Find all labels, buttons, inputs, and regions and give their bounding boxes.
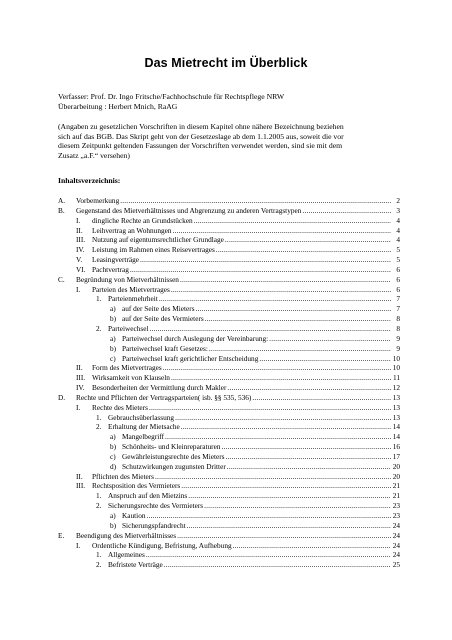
toc-entry[interactable]	[58, 511, 400, 521]
toc-entry[interactable]	[58, 413, 400, 423]
toc-entry[interactable]	[58, 481, 400, 491]
toc-entry[interactable]	[58, 383, 400, 393]
toc-leader-dots	[146, 550, 391, 560]
toc-entry-title: Parteiwechsel kraft gerichtlicher Entscheidung	[122, 353, 259, 363]
revision-line: Überarbeitung : Herbert Mnich, RaAG	[58, 101, 178, 111]
toc-entry-title: Parteiwechsel kraft Gesetzes:	[122, 343, 208, 353]
toc-leader-dots	[227, 462, 391, 472]
toc-entry-page: 13	[392, 402, 400, 412]
toc-entry-page: 12	[392, 383, 400, 393]
toc-entry-page: 10	[392, 353, 400, 363]
toc-entry-number: a)	[110, 304, 116, 314]
toc-entry-title: Gegenstand des Mietverhältnisses und Abgrenzung zu anderen Vertragstypen	[76, 205, 302, 215]
note-line: diesem Zeitpunkt geltenden Fassungen der Vorschriften verwendet werden, sind sie mit dem	[58, 141, 343, 151]
toc-entry-number: II.	[76, 225, 83, 235]
author-line: Verfasser: Prof. Dr. Ingo Fritsche/Fachhochschule für Rechtspflege NRW	[58, 92, 285, 101]
toc-entry-title: auf der Seite des Vermieters	[122, 314, 204, 324]
toc-leader-dots	[159, 294, 391, 304]
toc-entry[interactable]	[58, 265, 400, 275]
toc-entry[interactable]	[58, 334, 400, 344]
toc-leader-dots	[147, 511, 391, 521]
toc-entry-title: Nutzung auf eigentumsrechtlicher Grundlage	[92, 235, 224, 245]
toc-entry-number: a)	[110, 333, 116, 343]
toc-leader-dots	[204, 501, 391, 511]
legal-note	[58, 122, 404, 160]
toc-entry-number: b)	[110, 520, 117, 530]
toc-entry-page: 9	[396, 333, 400, 343]
toc-entry-title: Sicherungsrechte des Vermieters	[108, 501, 204, 511]
toc-entry-number: A.	[58, 196, 66, 205]
toc-entry[interactable]	[58, 226, 400, 236]
toc-entry-title: Pflichten des Mieters	[92, 471, 155, 481]
toc-entry-page: 7	[396, 304, 400, 314]
toc-entry[interactable]	[58, 314, 400, 324]
note-line: Zusatz „a.F.“ versehen)	[58, 150, 130, 160]
toc-entry[interactable]	[58, 560, 400, 570]
toc-entry[interactable]	[58, 354, 400, 364]
toc-entry[interactable]	[58, 235, 400, 245]
toc-entry-title: Allgemeines	[108, 550, 145, 560]
toc-entry-number: c)	[110, 451, 116, 461]
toc-leader-dots	[252, 393, 391, 403]
toc-entry[interactable]	[58, 442, 400, 452]
toc-leader-dots	[216, 245, 391, 255]
toc-leader-dots	[173, 226, 391, 236]
toc-entry-title: Schutzwirkungen zugunsten Dritter	[122, 461, 226, 471]
toc-entry-number: c)	[110, 353, 116, 363]
toc-entry-number: 2.	[96, 323, 102, 333]
toc-entry-title: Parteien des Mietvertrages	[92, 284, 170, 294]
toc-entry-page: 10	[392, 363, 400, 373]
toc-entry-title: Anspruch auf den Mietzins	[108, 491, 188, 501]
toc-entry-number: B.	[58, 205, 65, 215]
toc-entry[interactable]	[58, 521, 400, 531]
toc-entry[interactable]	[58, 550, 400, 560]
toc-entry[interactable]	[58, 373, 400, 383]
toc-entry-number: I.	[76, 284, 81, 294]
table-of-contents	[58, 196, 400, 570]
toc-entry-title: Pachtvertrag	[92, 264, 129, 274]
toc-entry-page: 4	[396, 235, 400, 245]
toc-entry-title: Erhaltung der Mietsache	[108, 422, 180, 432]
author-block	[58, 92, 408, 111]
toc-entry-page: 24	[392, 540, 400, 550]
toc-entry-page: 13	[392, 392, 400, 402]
toc-entry[interactable]	[58, 216, 400, 226]
toc-leader-dots	[130, 265, 391, 275]
toc-entry-title: Rechte und Pflichten der Vertragsparteien( isb. §§ 535, 536)	[76, 392, 252, 402]
toc-entry-number: a)	[110, 432, 116, 442]
toc-leader-dots	[150, 324, 391, 334]
toc-entry-page: 8	[396, 323, 400, 333]
toc-entry-number: C.	[58, 274, 65, 284]
toc-entry-number: D.	[58, 392, 66, 402]
toc-entry-title: Besonderheiten der Vermittlung durch Makler	[92, 383, 227, 393]
toc-entry-title: Begründung von Mietverhältnissen	[76, 274, 179, 284]
document-title: Das Mietrecht im Überblick	[144, 56, 308, 70]
toc-entry-page: 11	[392, 373, 400, 383]
toc-entry-title: Leistung im Rahmen eines Reisevertrages	[92, 245, 215, 255]
toc-entry-title: Beendigung des Mietverhältnisses	[76, 530, 177, 540]
toc-entry[interactable]	[58, 452, 400, 462]
toc-entry-title: Mangelbegriff	[122, 432, 165, 442]
toc-leader-dots	[209, 344, 391, 354]
toc-entry-number: 1.	[96, 550, 102, 560]
toc-leader-dots	[171, 285, 391, 295]
toc-entry[interactable]	[58, 531, 400, 541]
toc-entry-number: I.	[76, 402, 81, 412]
toc-entry[interactable]	[58, 403, 400, 413]
toc-entry-title: Parteiwechsel durch Auslegung der Vereinbarung:	[122, 333, 269, 343]
toc-entry[interactable]	[58, 363, 400, 373]
toc-entry-page: 6	[396, 274, 400, 284]
toc-leader-dots	[196, 304, 391, 314]
toc-leader-dots	[227, 383, 391, 393]
toc-entry-page: 3	[396, 205, 400, 215]
toc-leader-dots	[165, 432, 391, 442]
toc-entry-page: 21	[392, 491, 400, 501]
toc-entry-page: 6	[396, 264, 400, 274]
toc-leader-dots	[259, 354, 391, 364]
toc-leader-dots	[180, 275, 391, 285]
toc-leader-dots	[181, 481, 391, 491]
toc-entry[interactable]	[58, 432, 400, 442]
toc-entry-page: 24	[392, 520, 400, 530]
toc-entry-page: 6	[396, 284, 400, 294]
toc-leader-dots	[221, 442, 391, 452]
toc-leader-dots	[225, 235, 391, 245]
toc-entry-page: 23	[392, 501, 400, 511]
toc-leader-dots	[155, 472, 391, 482]
toc-entry-title: Ordentliche Kündigung, Befristung, Aufhebung	[92, 540, 232, 550]
toc-entry-title: Form des Mietvertrages	[92, 363, 162, 373]
toc-entry-number: I.	[76, 215, 81, 225]
toc-entry-title: Gewährleistungsrechte des Mieters	[122, 451, 225, 461]
toc-entry-page: 17	[392, 451, 400, 461]
toc-entry[interactable]	[58, 491, 400, 501]
toc-leader-dots	[140, 255, 391, 265]
toc-entry[interactable]	[58, 472, 400, 482]
toc-leader-dots	[187, 521, 391, 531]
toc-entry-number: II.	[76, 471, 83, 481]
toc-entry-page: 21	[392, 481, 400, 491]
toc-entry-number: b)	[110, 314, 117, 324]
toc-entry-title: Vorbemerkung	[76, 196, 120, 205]
toc-entry-page: 5	[396, 255, 400, 265]
toc-entry-title: Sicherungspfandrecht	[122, 520, 186, 530]
toc-entry-page: 20	[392, 461, 400, 471]
toc-entry-page: 24	[392, 550, 400, 560]
toc-entry-title: Parteiwechsel	[108, 323, 149, 333]
toc-entry-title: Befristete Verträge	[108, 560, 163, 570]
toc-entry-number: VI.	[76, 264, 86, 274]
toc-entry[interactable]	[58, 422, 400, 432]
toc-entry-title: Leasingverträge	[92, 255, 139, 265]
toc-entry-page: 20	[392, 471, 400, 481]
toc-entry-title: auf der Seite des Mieters	[122, 304, 195, 314]
toc-entry-page: 8	[396, 314, 400, 324]
toc-entry-number: III.	[76, 481, 86, 491]
toc-leader-dots	[120, 196, 391, 206]
toc-leader-dots	[205, 314, 391, 324]
toc-entry-title: Rechtsposition des Vermieters	[92, 481, 181, 491]
toc-entry-number: I.	[76, 540, 81, 550]
toc-leader-dots	[149, 403, 391, 413]
toc-leader-dots	[175, 413, 391, 423]
toc-entry-page: 24	[392, 530, 400, 540]
note-line: (Angaben zu gesetzlichen Vorschriften in diesem Kapitel ohne nähere Bezeichnung beziehen	[58, 122, 344, 131]
toc-entry[interactable]	[58, 255, 400, 265]
toc-leader-dots	[164, 560, 391, 570]
note-line: sich auf das BGB. Das Skript geht von der Gesetzeslage ab dem 1.1.2005 aus, soweit die vor	[58, 131, 344, 141]
toc-entry-number: III.	[76, 235, 86, 245]
toc-leader-dots	[233, 541, 391, 551]
toc-entry-title: Kaution	[122, 511, 146, 520]
toc-entry-title: Schönheits- und Kleinreparaturen	[122, 442, 221, 452]
toc-entry[interactable]	[58, 206, 400, 216]
toc-entry-page: 2	[396, 196, 400, 205]
toc-entry[interactable]	[58, 344, 400, 354]
toc-heading: Inhaltsverzeichnis:	[58, 176, 121, 185]
toc-entry-number: 2.	[96, 560, 102, 570]
toc-entry-title: Parteienmehrheit	[108, 294, 158, 304]
toc-entry[interactable]	[58, 501, 400, 511]
toc-entry-number: V.	[76, 255, 83, 265]
toc-entry[interactable]	[58, 275, 400, 285]
toc-leader-dots	[226, 452, 391, 462]
toc-entry[interactable]	[58, 393, 400, 403]
toc-entry[interactable]	[58, 462, 400, 472]
toc-leader-dots	[194, 216, 391, 226]
toc-entry[interactable]	[58, 304, 400, 314]
toc-entry-number: 1.	[96, 294, 102, 304]
toc-entry-page: 7	[396, 294, 400, 304]
toc-entry-page: 16	[392, 442, 400, 452]
toc-entry[interactable]	[58, 294, 400, 304]
toc-entry-title: Wirksamkeit von Klauseln	[92, 373, 170, 383]
toc-entry-page: 9	[396, 343, 400, 353]
toc-entry-title: dingliche Rechte an Grundstücken	[92, 215, 193, 225]
toc-entry-number: b)	[110, 343, 117, 353]
toc-entry-title: Leihvertrag an Wohnungen	[92, 225, 172, 235]
toc-entry-number: b)	[110, 442, 117, 452]
toc-leader-dots	[269, 334, 391, 344]
toc-entry-page: 25	[392, 560, 400, 570]
toc-entry[interactable]	[58, 285, 400, 295]
toc-leader-dots	[177, 531, 391, 541]
toc-entry[interactable]	[58, 196, 400, 206]
toc-entry-number: 1.	[96, 491, 102, 501]
toc-entry[interactable]	[58, 541, 400, 551]
toc-entry-number: E.	[58, 530, 65, 540]
toc-entry-page: 4	[396, 215, 400, 225]
toc-leader-dots	[171, 373, 391, 383]
toc-entry-number: IV.	[76, 383, 85, 393]
toc-entry[interactable]	[58, 324, 400, 334]
toc-entry-number: a)	[110, 511, 116, 520]
toc-entry-number: 1.	[96, 412, 102, 422]
toc-leader-dots	[302, 206, 391, 216]
toc-entry-number: d)	[110, 461, 117, 471]
toc-entry-page: 14	[392, 422, 400, 432]
toc-entry-title: Rechte des Mieters	[92, 402, 148, 412]
toc-entry-page: 23	[392, 511, 400, 520]
toc-entry-number: III.	[76, 373, 86, 383]
toc-entry-title: Gebrauchsüberlassung	[108, 412, 175, 422]
toc-leader-dots	[163, 363, 391, 373]
toc-entry-number: II.	[76, 363, 83, 373]
toc-entry[interactable]	[58, 245, 400, 255]
toc-entry-page: 5	[396, 245, 400, 255]
toc-leader-dots	[188, 491, 391, 501]
toc-leader-dots	[181, 422, 391, 432]
toc-entry-page: 14	[392, 432, 400, 442]
toc-entry-number: IV.	[76, 245, 85, 255]
toc-entry-page: 13	[392, 412, 400, 422]
toc-entry-number: 2.	[96, 422, 102, 432]
toc-entry-page: 4	[396, 225, 400, 235]
toc-entry-number: 2.	[96, 501, 102, 511]
